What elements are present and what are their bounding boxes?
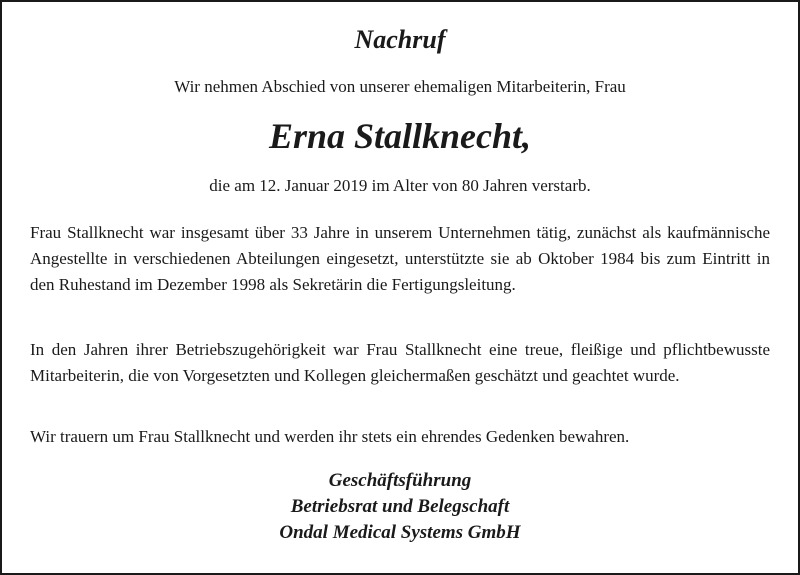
signature-management: Geschäftsführung <box>328 470 472 491</box>
obituary-heading: Nachruf <box>354 25 446 54</box>
intro-line: Wir nehmen Abschied von unserer ehemaligen Mitarbeiterin, Frau <box>174 77 626 96</box>
deceased-name: Erna Stallknecht, <box>268 116 532 156</box>
death-date-line: die am 12. Januar 2019 im Alter von 80 Jahren verstarb. <box>209 176 591 195</box>
mourning-paragraph: Wir trauern um Frau Stallknecht und werden ihr stets ein ehrendes Gedenken bewahren. <box>30 427 630 446</box>
tribute-paragraph: In den Jahren ihrer Betriebszugehörigkeit war Frau Stallknecht eine treue, fleißige und pflichtbewusste Mitarbeiterin, die von Vorgesetzten und Kollegen gleichermaßen geschätzt und geachtet wurde. <box>30 340 770 385</box>
career-paragraph: Frau Stallknecht war insgesamt über 33 Jahre in unserem Unternehmen tätig, zunächst als kaufmännische Angestellte in verschiedenen Abteilungen eingesetzt, unterstützte sie ab Oktober 1984 bis zum Eintritt in den Ruhestand im Dezember 1998 als Sekretärin die Fertigungsleitung. <box>30 223 770 294</box>
signature-company: Ondal Medical Systems GmbH <box>279 522 521 543</box>
signature-block <box>30 468 770 546</box>
signature-works-council: Betriebsrat und Belegschaft <box>290 496 510 517</box>
